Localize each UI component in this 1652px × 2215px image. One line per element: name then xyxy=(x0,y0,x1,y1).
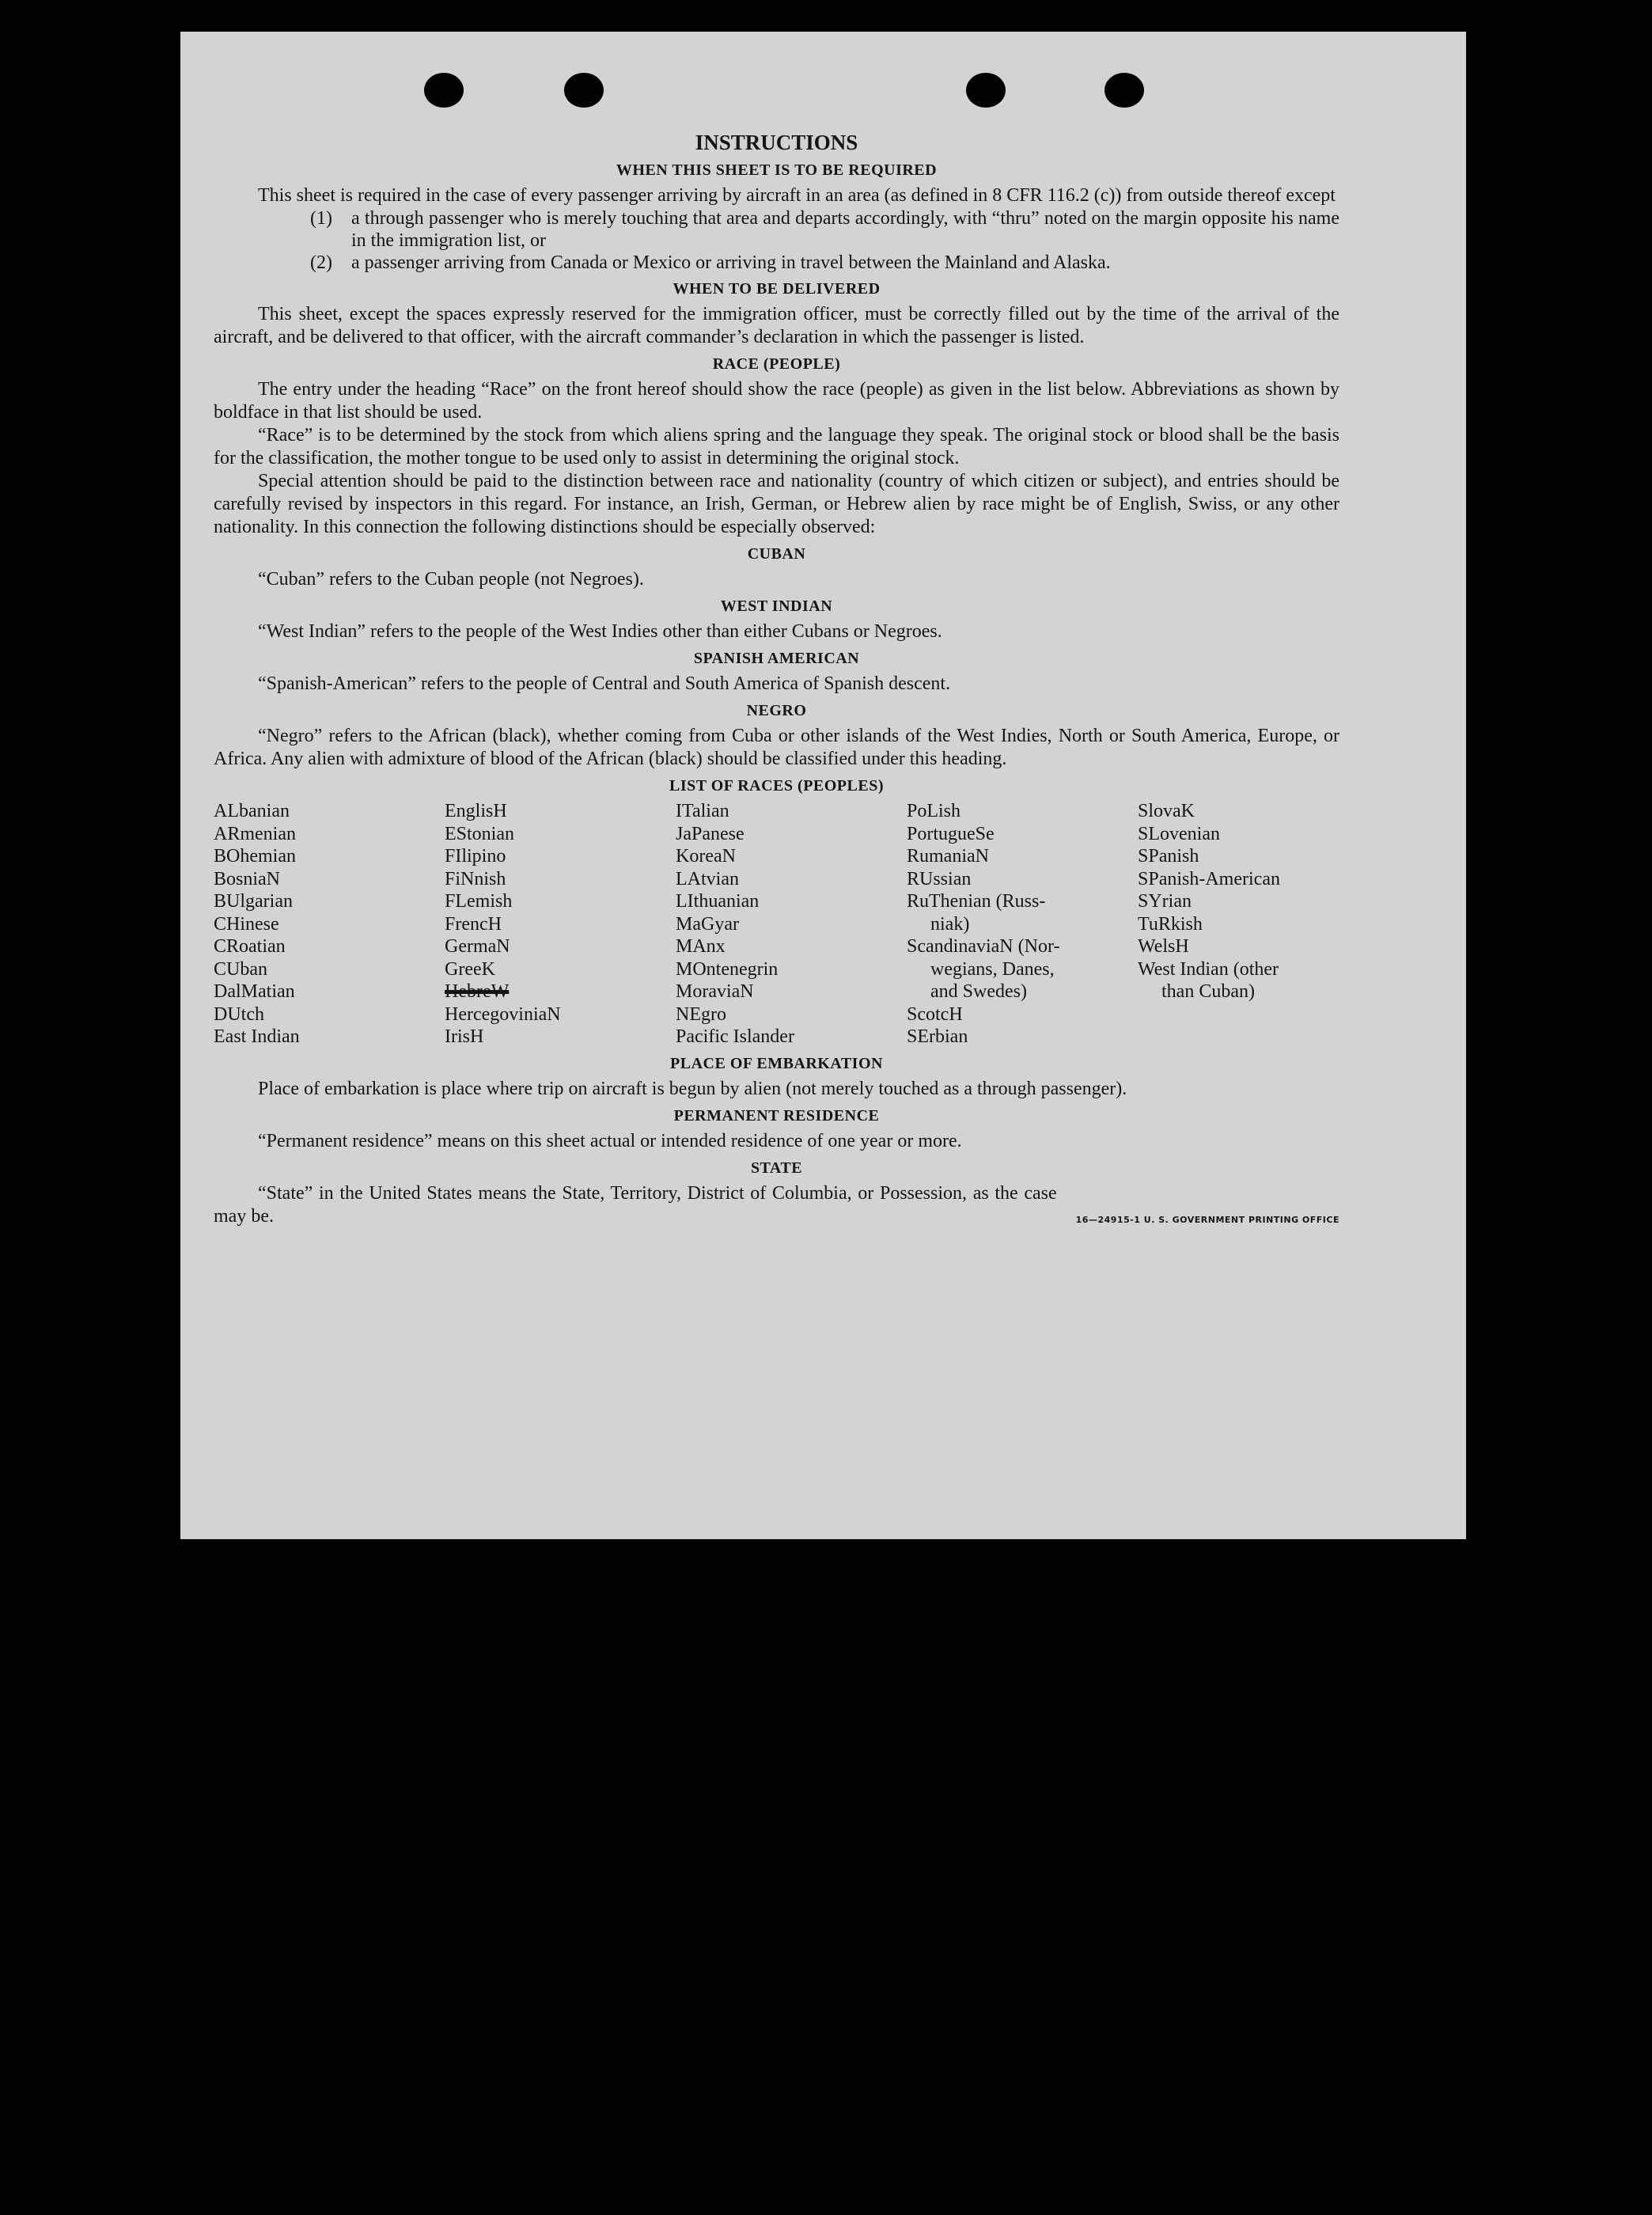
negro-text: “Negro” refers to the African (black), whether coming from Cuba or other islands of the West Indies, North or South America, Europe, or Africa. Any alien with admixture of blood of the African (black) should be classified under this heading. xyxy=(214,726,1339,769)
race-entry: BUlgarian xyxy=(214,891,293,912)
race-entry: HercegoviniaN xyxy=(445,1003,561,1025)
section-heading-state: STATE xyxy=(750,1159,803,1177)
race-entry: MOntenegrin xyxy=(676,958,779,980)
race-entry: ALbanian xyxy=(214,801,290,821)
state-text: “State” in the United States means the State, Territory, District of Columbia, or Possession, as the case may be. xyxy=(214,1182,1057,1227)
document-sheet xyxy=(180,32,1466,1539)
race-entry: ITalian xyxy=(676,801,729,821)
race-entry: RUssian xyxy=(907,868,972,889)
race-entry: EnglisH xyxy=(445,801,507,821)
embarkation-text: Place of embarkation is place where trip on aircraft is begun by alien (not merely touched as a through passenger). xyxy=(258,1078,1127,1099)
race-entry: BosniaN xyxy=(214,868,280,889)
punch-hole xyxy=(1104,73,1144,108)
race-entry: NEgro xyxy=(676,1003,726,1025)
races-column xyxy=(1138,800,1343,1049)
punch-hole xyxy=(966,73,1006,108)
page-title: INSTRUCTIONS xyxy=(695,131,858,154)
race-entry: West Indian (other xyxy=(1138,958,1279,980)
race-entry: KoreaN xyxy=(676,846,736,867)
race-entry: BOhemian xyxy=(214,846,296,867)
race-entry: SPanish xyxy=(1138,846,1199,867)
race-entry: ScandinaviaN (Nor- xyxy=(907,936,1060,957)
section-heading-spanish-american: SPANISH AMERICAN xyxy=(693,650,860,667)
race-entry-continuation: niak) xyxy=(930,913,970,935)
race-entry-continuation: wegians, Danes, xyxy=(930,958,1055,980)
list-item xyxy=(214,207,1339,252)
races-column xyxy=(676,800,907,1049)
race-entry: RuThenian (Russ- xyxy=(907,891,1046,912)
punch-hole xyxy=(564,73,604,108)
race-entry: FrencH xyxy=(445,913,502,935)
race-entry: CHinese xyxy=(214,913,279,935)
race-entry: JaPanese xyxy=(676,823,745,844)
item-text: a passenger arriving from Canada or Mexico or arriving in travel between the Mainland and Alaska. xyxy=(351,252,1111,273)
race-entry: ScotcH xyxy=(907,1003,963,1025)
race-entry: Pacific Islander xyxy=(676,1026,794,1047)
cuban-text: “Cuban” refers to the Cuban people (not Negroes). xyxy=(258,569,644,590)
race-entry: EStonian xyxy=(445,823,514,844)
race-entry: ARmenian xyxy=(214,823,296,844)
races-column xyxy=(445,800,676,1049)
race-entry: SlovaK xyxy=(1138,801,1195,821)
list-item xyxy=(214,252,1339,274)
section-heading-west-indian: WEST INDIAN xyxy=(720,597,833,615)
printer-imprint: 16—24915-1 U. S. GOVERNMENT PRINTING OFFICE xyxy=(1075,1214,1339,1225)
item-number: (1) xyxy=(310,208,332,229)
race-entry: RumaniaN xyxy=(907,846,989,867)
races-column xyxy=(907,800,1138,1049)
section-heading-residence: PERMANENT RESIDENCE xyxy=(673,1106,880,1125)
race-entry: GermaN xyxy=(445,936,510,957)
spanish-american-text: “Spanish-American” refers to the people of Central and South America of Spanish descent. xyxy=(258,673,951,694)
race-entry: FIlipino xyxy=(445,846,506,867)
section-heading-required: WHEN THIS SHEET IS TO BE REQUIRED xyxy=(616,161,938,179)
race-entry: SPanish-American xyxy=(1138,868,1280,889)
list-of-races-heading: LIST OF RACES (PEOPLES) xyxy=(669,777,884,795)
race-entry: MoraviaN xyxy=(676,981,754,1002)
race-entry: SLovenian xyxy=(1138,823,1220,844)
punch-hole xyxy=(424,73,464,108)
race-entry: PortugueSe xyxy=(907,823,995,844)
residence-text: “Permanent residence” means on this sheet actual or intended residence of one year or more. xyxy=(258,1130,962,1151)
required-intro: This sheet is required in the case of every passenger arriving by aircraft in an area (as defined in 8 CFR 116.2 (c)) from outside thereof except xyxy=(258,185,1336,206)
section-heading-negro: NEGRO xyxy=(746,702,807,719)
race-entry: DUtch xyxy=(214,1003,264,1025)
race-paragraph-1: The entry under the heading “Race” on the front hereof should show the race (people) as given in the list below. Abbreviations as shown by boldface in that list should be used. xyxy=(214,379,1339,423)
race-entry: LIthuanian xyxy=(676,891,760,912)
race-entry: CUban xyxy=(214,958,267,980)
race-entry-struck: HebreW xyxy=(445,981,510,1002)
race-entry: DalMatian xyxy=(214,981,295,1002)
race-entry: PoLish xyxy=(907,801,961,821)
race-paragraph-3: Special attention should be paid to the distinction between race and nationality (country of which citizen or subject), and entries should be carefully revised by inspectors in this regard. For instance, an Irish, German, or Hebrew alien by race might be of English, Swiss, or any other nationality. In this connection the following distinctions should be especially observed: xyxy=(214,471,1339,537)
race-entry: TuRkish xyxy=(1138,913,1203,935)
race-entry: WelsH xyxy=(1138,936,1189,957)
race-entry-continuation: than Cuban) xyxy=(1161,981,1255,1002)
delivered-text: This sheet, except the spaces expressly reserved for the immigration officer, must be correctly filled out by the time of the arrival of the aircraft, and be delivered to that officer, with the aircraft commander’s declaration in which the passenger is listed. xyxy=(214,304,1339,347)
race-entry: CRoatian xyxy=(214,936,286,957)
race-entry: LAtvian xyxy=(676,868,739,889)
race-entry-continuation: and Swedes) xyxy=(930,981,1027,1002)
race-entry: MaGyar xyxy=(676,913,739,935)
west-indian-text: “West Indian” refers to the people of the West Indies other than either Cubans or Negroes. xyxy=(258,621,942,642)
item-number: (2) xyxy=(310,252,332,273)
races-list xyxy=(214,800,1339,1049)
race-paragraph-2: “Race” is to be determined by the stock from which aliens spring and the language they speak. The original stock or blood shall be the basis for the classification, the mother tongue to be used only to assist in determining the original stock. xyxy=(214,425,1339,468)
races-column xyxy=(214,800,445,1049)
section-heading-embarkation: PLACE OF EMBARKATION xyxy=(670,1054,883,1072)
race-entry: MAnx xyxy=(676,936,726,957)
item-text: a through passenger who is merely touching that area and departs accordingly, with “thru” noted on the margin opposite his name in the immigration list, or xyxy=(351,208,1339,251)
state-footer-row xyxy=(214,1182,1339,1228)
section-heading-cuban: CUBAN xyxy=(747,545,806,563)
section-heading-delivered: WHEN TO BE DELIVERED xyxy=(673,280,881,298)
race-entry: FLemish xyxy=(445,891,513,912)
race-entry: FiNnish xyxy=(445,868,506,889)
race-entry: SYrian xyxy=(1138,891,1192,912)
race-entry: GreeK xyxy=(445,958,495,980)
section-heading-race: RACE (PEOPLE) xyxy=(712,355,841,373)
race-entry: East Indian xyxy=(214,1026,300,1047)
race-entry: SErbian xyxy=(907,1026,968,1047)
race-entry: IrisH xyxy=(445,1026,484,1047)
